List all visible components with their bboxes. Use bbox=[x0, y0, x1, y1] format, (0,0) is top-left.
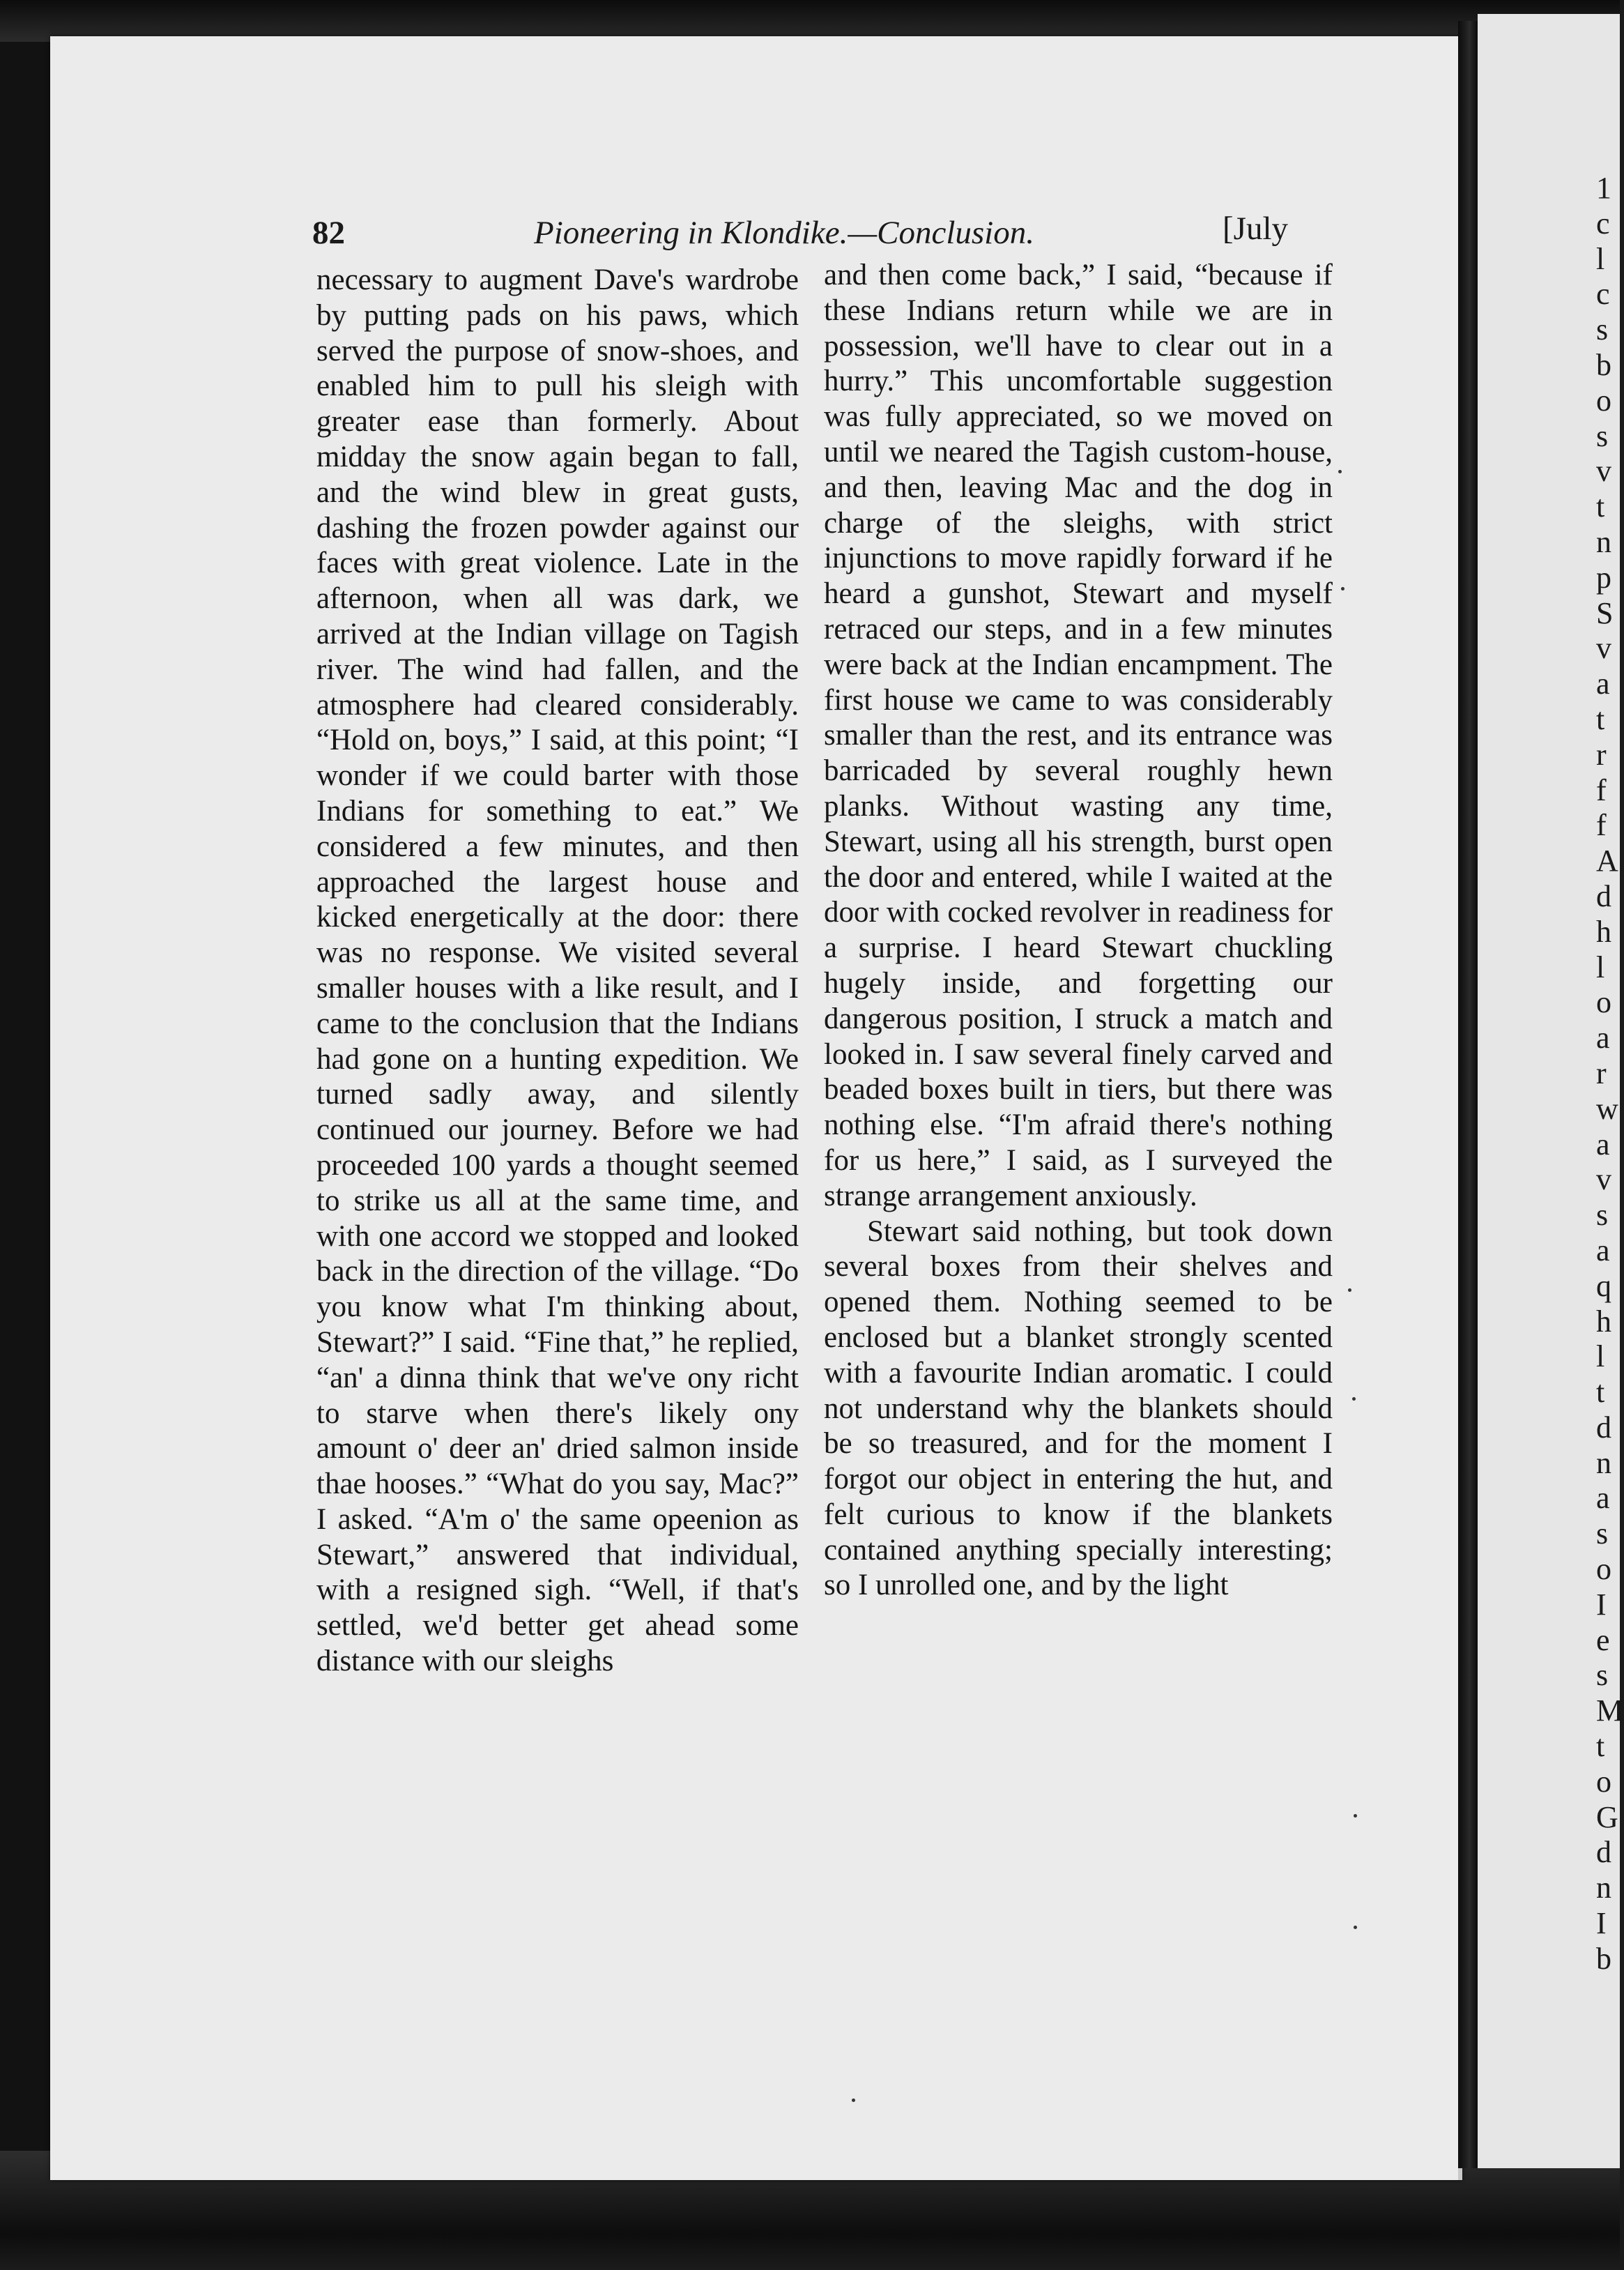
page-header bbox=[50, 207, 1458, 256]
running-title: Pioneering in Klondike.—Conclusion. bbox=[534, 215, 1034, 251]
scan-speck bbox=[1352, 1397, 1356, 1401]
scan-speck bbox=[1338, 470, 1342, 473]
scan-speck bbox=[1354, 1814, 1357, 1818]
adjacent-page-edge-text: 1 c l c s b o s v t n p S v a t r f f A d h l o a r w a v s a q h l t d n a s o I e s M t o G d n I b bbox=[1596, 171, 1624, 1976]
page-number: 82 bbox=[312, 215, 345, 251]
right-paragraph-2: Stewart said nothing, but took down several boxes from their shelves and opened them. Nothing seemed to be enclosed but a blanket strongly scented with a favourite Indian aromatic. I could not understand why the blankets should be so treasured, and for the moment I forgot our object in entering the hut, and felt curious to know if the blankets contained anything specially interesting; so I unrolled one, and by the light bbox=[824, 1214, 1333, 1602]
book-page bbox=[50, 36, 1462, 2180]
scan-speck bbox=[1341, 587, 1345, 591]
issue-month: [July bbox=[1223, 211, 1288, 247]
page-gutter bbox=[1458, 21, 1478, 2168]
left-column bbox=[316, 263, 799, 1679]
scan-speck bbox=[1348, 1288, 1351, 1292]
right-paragraph-1: and then come back,” I said, “because if these Indians return while we are in possession, we'll have to clear out in a hurry.” This uncomfortable suggestion was fully appreciated, so we moved on until we neared the Tagish custom-house, and then, leaving Mac and the dog in charge of the sleighs, with strict injunctions to move rapidly forward if he heard a gunshot, Stewart and myself retraced our steps, and in a few minutes were back at the Indian encampment. The first house we came to was considerably smaller than the rest, and its entrance was barricaded by several roughly hewn planks. Without wasting any time, Stewart, using all his strength, burst open the door and entered, while I waited at the door with cocked revolver in readiness for a surprise. I heard Stewart chuckling hugely inside, and forgetting our dangerous position, I struck a match and looked in. I saw several finely carved and beaded boxes built in tiers, but there was nothing else. “I'm afraid there's nothing for us here,” I said, as I surveyed the strange arrangement anxiously. bbox=[824, 259, 1333, 1212]
scan-speck bbox=[1354, 1926, 1357, 1929]
adjacent-page bbox=[1478, 14, 1624, 2168]
scan-speck bbox=[852, 2098, 855, 2102]
right-column bbox=[824, 258, 1333, 1604]
left-paragraph-1: necessary to augment Dave's wardrobe by putting pads on his paws, which served the purpose of snow-shoes, and enabled him to pull his sleigh with greater ease than formerly. About midday the snow again began to fall, and the wind blew in great gusts, dashing the frozen powder against our faces with great violence. Late in the afternoon, when all was dark, we arrived at the Indian village on Tagish river. The wind had fallen, and the atmosphere had cleared considerably. “Hold on, boys,” I said, at this point; “I wonder if we could barter with those Indians for something to eat.” We considered a few minutes, and then approached the largest house and kicked energetically at the door: there was no response. We visited several smaller houses with a like result, and I came to the conclusion that the Indians had gone on a hunting expedition. We turned sadly away, and silently continued our journey. Before we had proceeded 100 yards a thought seemed to strike us all at the same time, and with one accord we stopped and looked back in the direction of the village. “Do you know what I'm thinking about, Stewart?” I said. “Fine that,” he replied, “an' a dinna think that we've ony richt to starve when there's likely ony amount o' deer an' dried salmon inside thae hooses.” “What do you say, Mac?” I asked. “A'm o' the same opeenion as Stewart,” answered that individual, with a resigned sigh. “Well, if that's settled, we'd better get ahead some distance with our sleighs bbox=[316, 264, 799, 1678]
top-shadow bbox=[0, 0, 1620, 42]
